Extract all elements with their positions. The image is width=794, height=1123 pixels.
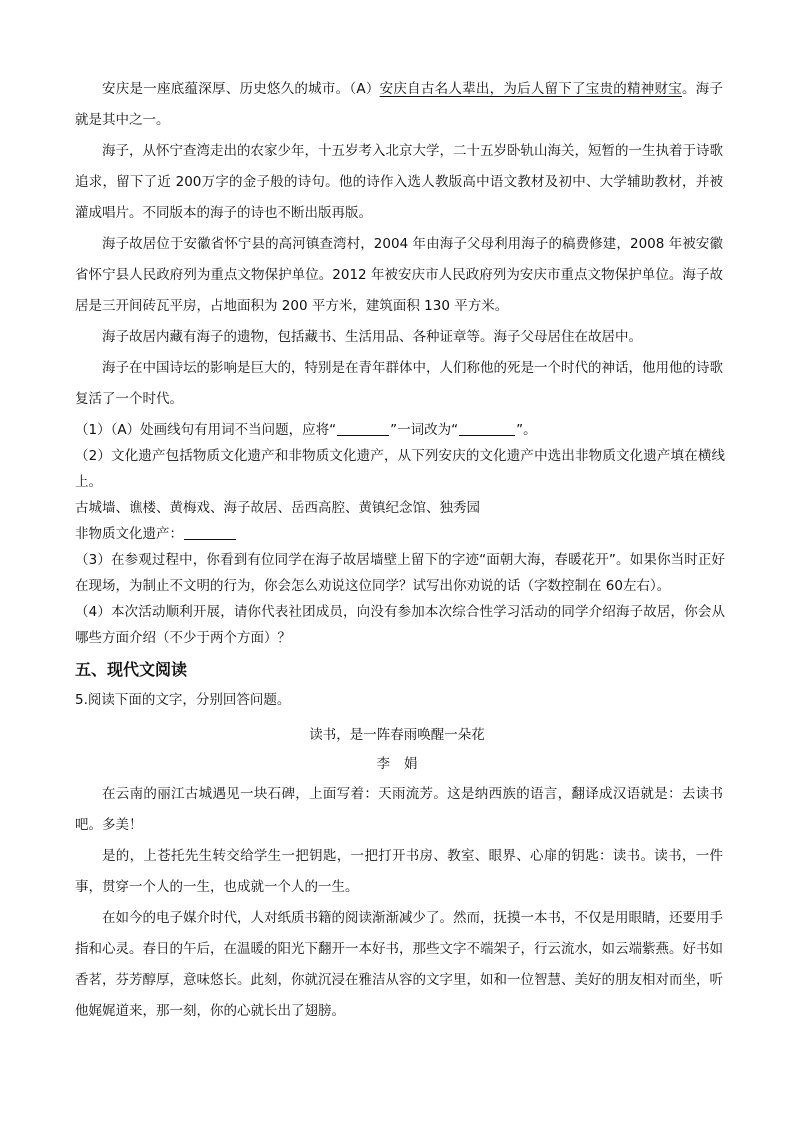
answer-blank-word-from[interactable]	[337, 421, 389, 436]
paragraph-anqing-intro	[75, 74, 723, 136]
paragraph-influence: 海子在中国诗坛的影响是巨大的，特别是在青年群体中，人们称他的死是一个时代的神话，他用他的诗歌复活了一个时代。	[75, 360, 723, 407]
intro-text-post: 。海子就是其中之一。	[75, 81, 724, 128]
question-1-text-post: ”。	[516, 422, 537, 438]
paragraph-former-residence: 海子故居位于安徽省怀宁县的高河镇查湾村，2004 年由海子父母利用海子的稿费修建，2008 年被安徽省怀宁县人民政府列为重点文物保护单位。2012 年被安庆市人民政府列为安庆市重点文物保护单位。海子故居是三开间砖瓦平房，占地面积为 200 平方米，建筑面积 130 平方米。	[75, 236, 723, 314]
intangible-heritage-label: 非物质文化遗产：	[75, 526, 183, 542]
article-title: 读书，是一阵春雨唤醒一朵花	[309, 727, 485, 743]
answer-blank-word-to[interactable]	[459, 421, 515, 436]
question-2-answer-line	[75, 521, 725, 547]
section-heading-modern-reading: 五、现代文阅读	[75, 660, 188, 679]
paragraph-relics: 海子故居内藏有海子的遗物，包括藏书、生活用品、各种证章等。海子父母居住在故居中。	[102, 329, 642, 345]
question-3: （3）在参观过程中，你看到有位同学在海子故居墙壁上留下的字迹“面朝大海，春暖花开”。如果你当时正好在现场，为制止不文明的行为，你会怎么劝说这位同学？试写出你劝说的话（字数控制在 60左右）。	[75, 552, 725, 594]
underlined-sentence-a: 安庆自古名人辈出，为后人留下了宝贵的精神财宝	[379, 81, 683, 97]
question-1-text-mid: ”一词改为“	[390, 422, 459, 438]
heritage-list: 古城墙、谯楼、黄梅戏、海子故居、岳西高腔、黄镇纪念馆、独秀园	[75, 500, 480, 516]
question-2: （2）文化遗产包括物质文化遗产和非物质文化遗产，从下列安庆的文化遗产中选出非物质文化遗产填在横线上。	[75, 448, 725, 490]
question-1	[75, 417, 725, 443]
question-1-text-pre: （1）（A）处画线句有用词不当问题，应将“	[75, 422, 337, 438]
article-paragraph-1: 在云南的丽江古城遇见一块石碑，上面写着：天雨流芳。这是纳西族的语言，翻译成汉语就是：去读书吧。多美！	[75, 786, 723, 833]
question-4: （4）本次活动顺利开展，请你代表社团成员，向没有参加本次综合性学习活动的同学介绍海子故居，你会从哪些方面介绍（不少于两个方面）？	[75, 604, 725, 646]
article-paragraph-2: 是的，上苍托先生转交给学生一把钥匙，一把打开书房、教室、眼界、心扉的钥匙：读书。读书，一件事，贯穿一个人的一生，也成就一个人的一生。	[75, 848, 723, 895]
paragraph-haizi-bio: 海子，从怀宁查湾走出的农家少年，十五岁考入北京大学，二十五岁卧轨山海关，短暂的一生执着于诗歌追求，留下了近 200万字的金子般的诗句。他的诗作入选人教版高中语文教材及初中、大学辅助教材，并被灌成唱片。不同版本的海子的诗也不断出版再版。	[75, 143, 723, 221]
reading-instruction: 5.阅读下面的文字，分别回答问题。	[75, 692, 291, 708]
answer-blank-intangible-heritage[interactable]	[184, 525, 236, 540]
article-paragraph-3: 在如今的电子媒介时代，人对纸质书籍的阅读渐渐减少了。然而，抚摸一本书，不仅是用眼睛，还要用手指和心灵。春日的午后，在温暖的阳光下翻开一本好书，那些文字不端架子，行云流水，如云端紫燕。好书如香茗，芬芳醇厚，意味悠长。此刻，你就沉浸在雅洁从容的文字里，如和一位智慧、美好的朋友相对而坐，听他娓娓道来，那一刻，你的心就长出了翅膀。	[75, 910, 723, 1019]
intro-text-pre: 安庆是一座底蕴深厚、历史悠久的城市。（A）	[102, 81, 380, 97]
article-author: 李娟	[376, 756, 432, 772]
